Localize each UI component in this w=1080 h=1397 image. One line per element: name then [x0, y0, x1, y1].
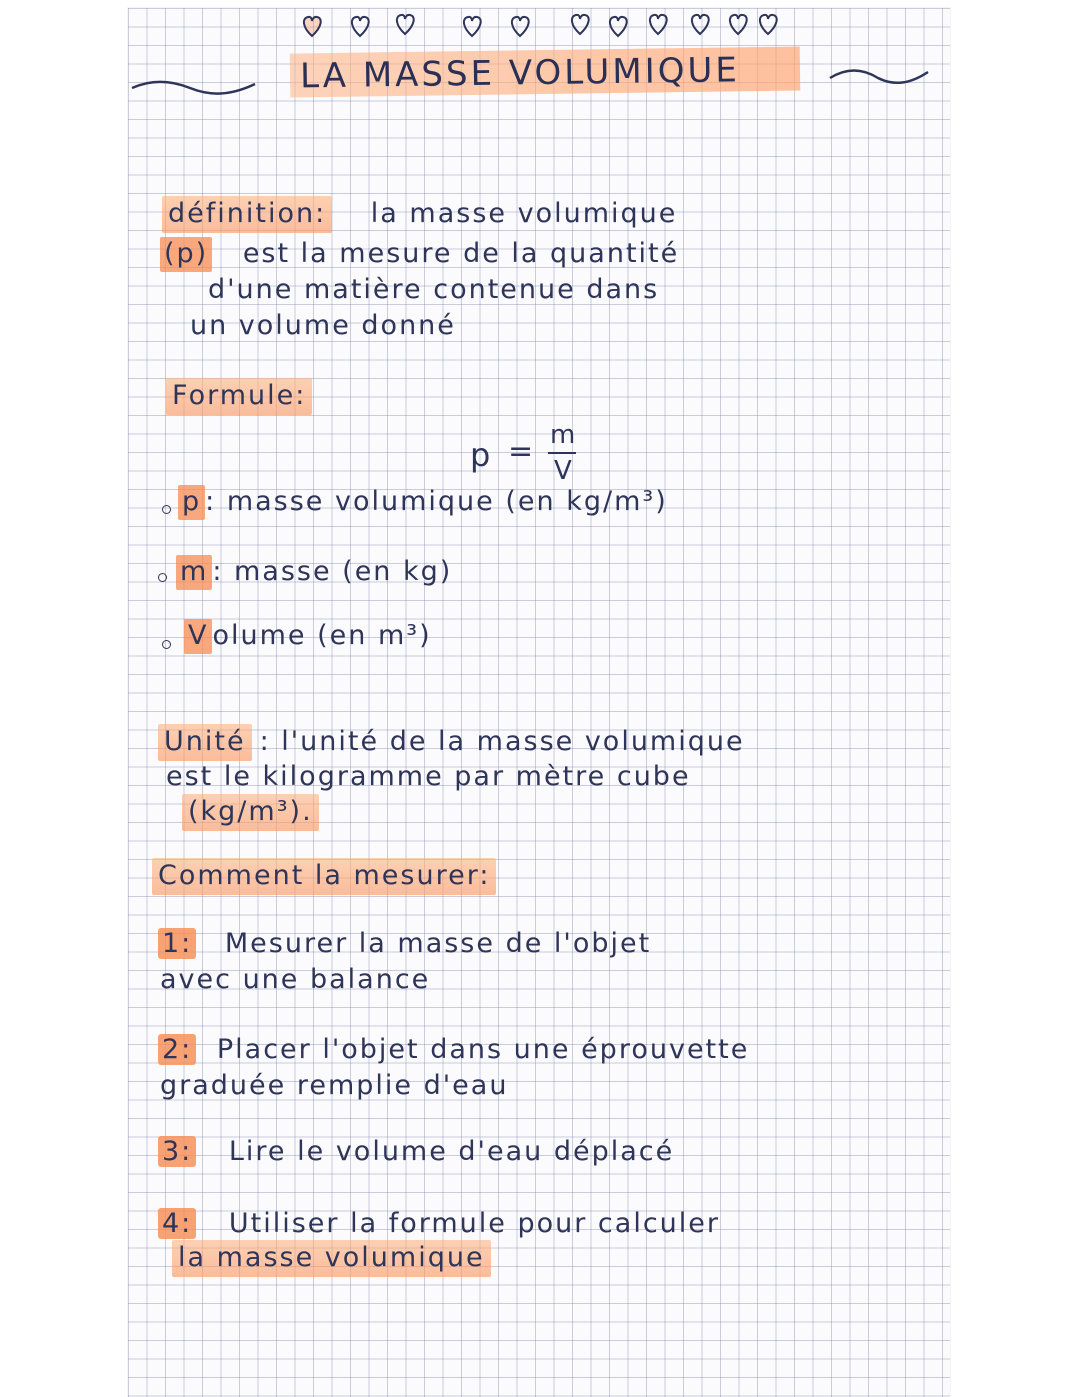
step-text: Mesurer la masse de l'objet: [224, 928, 652, 959]
variable-item: [178, 488, 668, 515]
heart-icon: [730, 15, 747, 34]
variable-text: : masse volumique (en kg/m³): [205, 486, 668, 517]
definition-line-1: [162, 200, 677, 227]
heart-icon: [352, 17, 369, 36]
howto-label: Comment la mesurer:: [152, 858, 496, 895]
formula-heading: [166, 382, 312, 409]
unit-line-3: [182, 798, 319, 825]
formula-equals: =: [508, 434, 534, 469]
step-2-line-1: [158, 1036, 749, 1063]
squiggle-right-decoration: [828, 62, 933, 90]
howto-heading: [152, 862, 496, 889]
definition-text-2: est la mesure de la quantité: [242, 238, 680, 269]
variable-text: olume (en m³): [212, 620, 432, 651]
definition-label: définition:: [162, 196, 332, 233]
bullet-icon: [162, 505, 171, 514]
step-4-line-2: [172, 1244, 491, 1271]
definition-text-3: d'une matière contenue dans: [208, 274, 660, 305]
step-3-line-1: [158, 1138, 674, 1165]
definition-symbol: (p): [160, 237, 212, 272]
formula-lhs: p: [470, 436, 491, 474]
bullet-icon: [158, 573, 167, 582]
definition-text-4: un volume donné: [190, 310, 456, 341]
step-1-line-1: [158, 930, 651, 957]
heart-icon: [760, 15, 777, 34]
heart-icon: [572, 15, 589, 34]
unit-text-1: : l'unité de la masse volumique: [259, 726, 745, 757]
unit-text-3: (kg/m³).: [182, 794, 319, 831]
page-title: LA MASSE VOLUMIQUE: [299, 50, 741, 97]
unit-line-1: [158, 728, 745, 755]
definition-text-1: la masse volumique: [370, 198, 678, 229]
step-text: Lire le volume d'eau déplacé: [228, 1136, 675, 1167]
heart-icon: [610, 17, 627, 36]
formula-denominator: V: [554, 456, 572, 486]
step-text: la masse volumique: [172, 1240, 491, 1277]
variable-item: [184, 622, 432, 649]
step-number: 2:: [158, 1034, 196, 1065]
squiggle-left-decoration: [130, 70, 260, 100]
step-4-line-1: [158, 1210, 720, 1237]
definition-line-2: [160, 240, 679, 267]
heart-icon: [650, 15, 667, 34]
unit-label: Unité: [158, 724, 252, 761]
heart-icon: [512, 17, 529, 36]
heart-icon: [397, 15, 414, 34]
step-number: 4:: [158, 1208, 196, 1239]
heart-icon: [304, 17, 321, 36]
page-title-highlight: [290, 46, 801, 97]
heart-icons-row: [300, 10, 800, 42]
step-1-line-2: avec une balance: [160, 964, 431, 995]
step-text: Placer l'objet dans une éprouvette: [216, 1034, 750, 1065]
formula-label: Formule:: [166, 378, 312, 415]
variable-item: [176, 558, 452, 585]
heart-icon: [464, 17, 481, 36]
variable-symbol: V: [184, 619, 212, 654]
heart-icon: [692, 15, 709, 34]
fraction-bar: [548, 452, 576, 454]
bullet-icon: [162, 640, 171, 649]
step-2-line-2: graduée remplie d'eau: [160, 1070, 509, 1101]
variable-text: : masse (en kg): [212, 556, 453, 587]
unit-text-2: est le kilogramme par mètre cube: [166, 761, 691, 792]
variable-symbol: m: [176, 555, 212, 590]
formula-numerator: m: [550, 420, 576, 450]
variable-symbol: p: [178, 485, 205, 520]
step-number: 1:: [158, 928, 196, 959]
step-number: 3:: [158, 1136, 196, 1167]
step-text: Utiliser la formule pour calculer: [228, 1208, 720, 1239]
